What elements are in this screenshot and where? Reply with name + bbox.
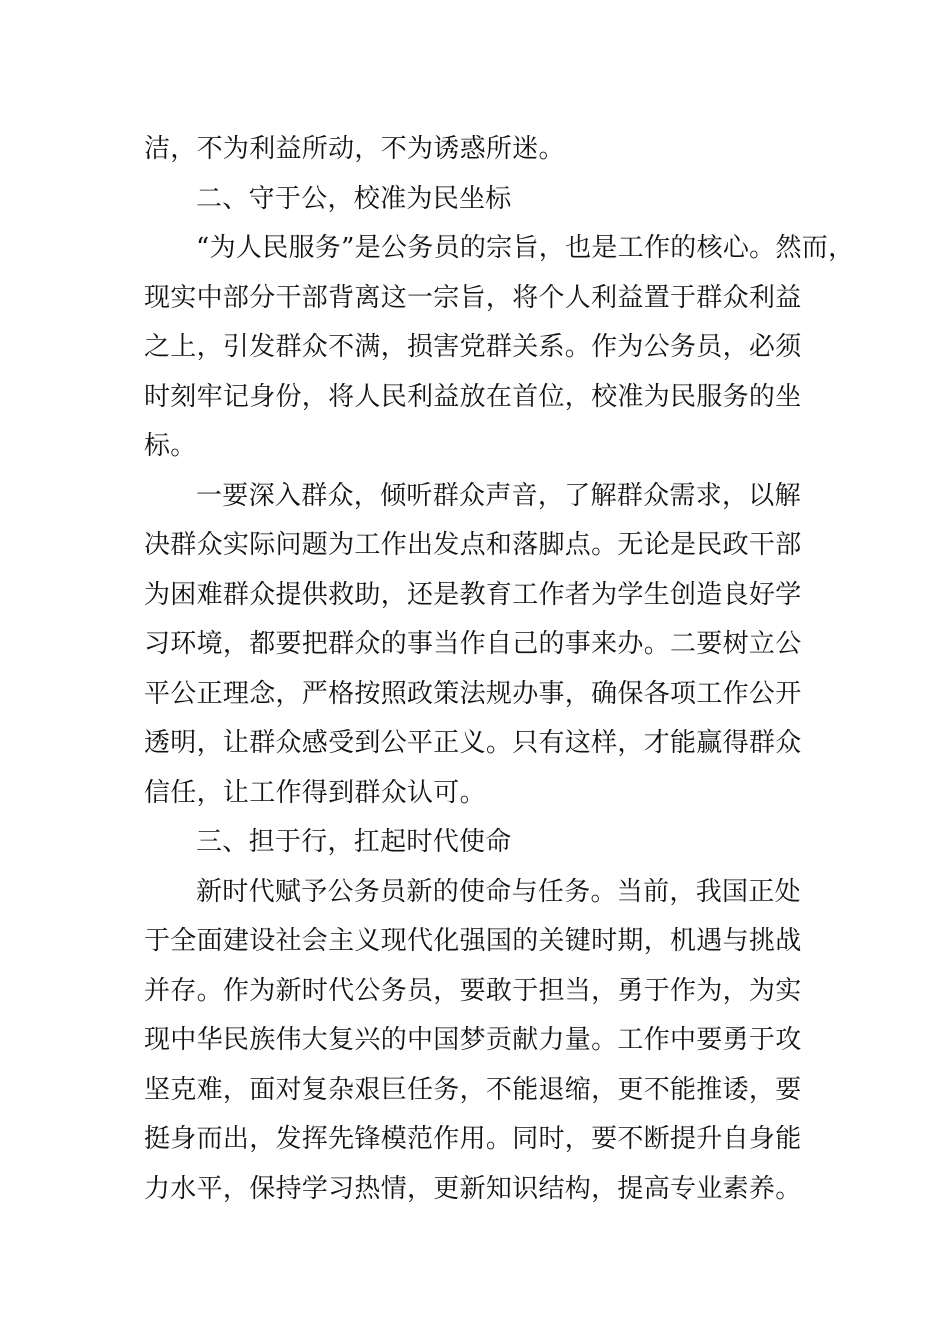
text-line: 坚克难，面对复杂艰巨任务，不能退缩，更不能推诿，要 [144, 1074, 802, 1105]
section-heading-3: 三、担于行，扛起时代使命 [196, 827, 512, 857]
document-body [144, 125, 855, 1214]
text-line: 现中华民族伟大复兴的中国梦贡献力量。工作中要勇于攻 [144, 1025, 802, 1055]
text-line: 新时代赋予公务员新的使命与任务。当前，我国正处 [196, 876, 801, 907]
text-line: 平公正理念，严格按照政策法规办事，确保各项工作公开 [144, 678, 802, 709]
text-line: “为人民服务”是公务员的宗旨，也是工作的核心。然而， [196, 233, 855, 263]
text-line: 习环境，都要把群众的事当作自己的事来办。二要树立公 [144, 629, 802, 659]
text-line: 标。 [144, 431, 197, 461]
text-line: 之上，引发群众不满，损害党群关系。作为公务员，必须 [144, 332, 802, 362]
text-line: 挺身而出，发挥先锋模范作用。同时，要不断提升自身能 [144, 1124, 802, 1154]
text-line: 为困难群众提供救助，还是教育工作者为学生创造良好学 [144, 579, 802, 610]
text-line: 时刻牢记身份，将人民利益放在首位，校准为民服务的坐 [144, 381, 802, 412]
text-line: 并存。作为新时代公务员，要敢于担当，勇于作为，为实 [144, 975, 802, 1006]
text-line: 决群众实际问题为工作出发点和落脚点。无论是民政干部 [144, 530, 802, 560]
text-line: 一要深入群众，倾听群众声音，了解群众需求，以解 [196, 480, 801, 511]
text-line: 信任，让工作得到群众认可。 [144, 777, 486, 808]
text-line: 现实中部分干部背离这一宗旨，将个人利益置于群众利益 [144, 282, 802, 313]
text-line: 透明，让群众感受到公平正义。只有这样，才能赢得群众 [144, 728, 802, 758]
text-line: 于全面建设社会主义现代化强国的关键时期，机遇与挑战 [144, 926, 802, 956]
text-line: 力水平，保持学习热情，更新知识结构，提高专业素养。 [144, 1173, 802, 1204]
text-line: 洁，不为利益所动，不为诱惑所迷。 [144, 134, 565, 164]
section-heading-2: 二、守于公，校准为民坐标 [196, 183, 512, 214]
